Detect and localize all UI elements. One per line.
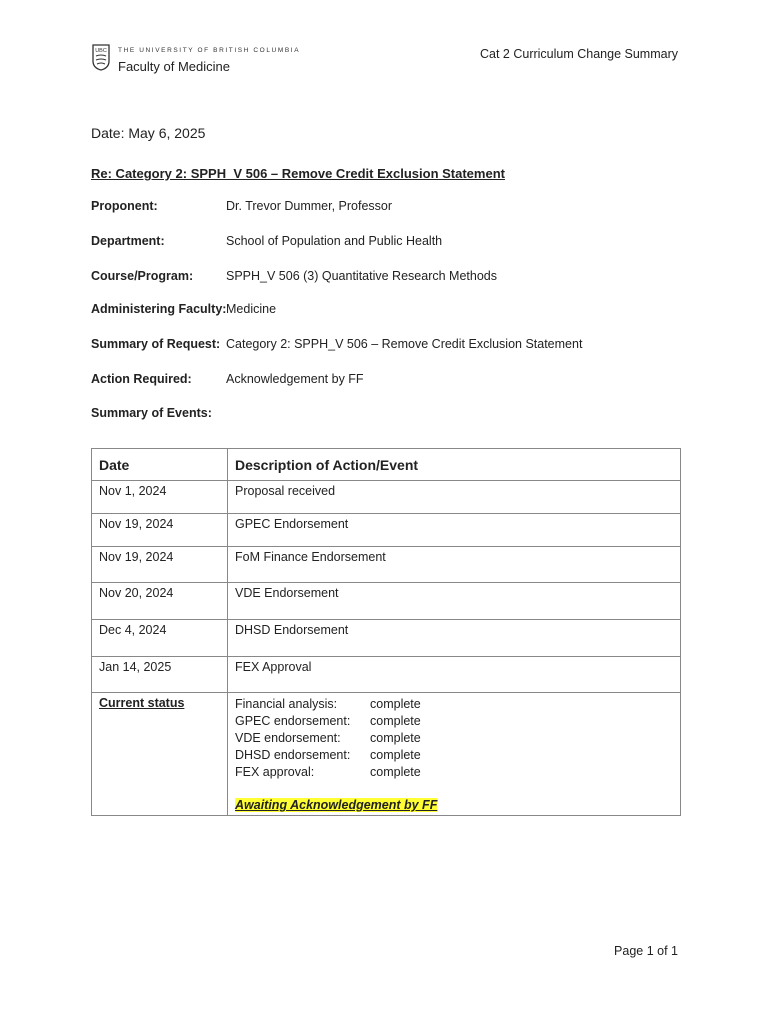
proponent-label: Proponent: [91, 199, 158, 213]
ubc-logo [92, 44, 300, 74]
table-row [92, 657, 681, 693]
action-label: Action Required: [91, 372, 192, 386]
document-title: Cat 2 Curriculum Change Summary [480, 47, 678, 61]
status-cell [228, 693, 681, 816]
row-event: VDE Endorsement [228, 583, 681, 620]
status-item: VDE endorsement: complete [235, 731, 421, 745]
row-date: Nov 1, 2024 [92, 481, 228, 514]
row-event: FEX Approval [228, 657, 681, 693]
description-header: Description of Action/Event [228, 449, 681, 481]
row-date: Dec 4, 2024 [92, 620, 228, 657]
proponent-value: Dr. Trevor Dummer, Professor [226, 199, 393, 213]
date-header: Date [92, 449, 228, 481]
summary-value: Category 2: SPPH_V 506 – Remove Credit Exclusion Statement [226, 337, 583, 351]
row-date: Nov 20, 2024 [92, 583, 228, 620]
status-row [92, 693, 681, 816]
status-item: DHSD endorsement: complete [235, 748, 421, 762]
events-label: Summary of Events: [91, 406, 212, 420]
faculty-value: Medicine [226, 302, 277, 316]
table-row [92, 514, 681, 547]
row-event: GPEC Endorsement [228, 514, 681, 547]
action-value: Acknowledgement by FF [226, 372, 364, 386]
university-name: THE UNIVERSITY OF BRITISH COLUMBIA [118, 47, 301, 54]
memo-subject: Re: Category 2: SPPH_V 506 – Remove Credit Exclusion Statement [91, 166, 505, 181]
course-label: Course/Program: [91, 269, 194, 283]
table-row [92, 547, 681, 583]
events-table [91, 448, 681, 816]
memo-date: Date: May 6, 2025 [91, 125, 206, 141]
faculty-name: Faculty of Medicine [118, 59, 230, 74]
row-date: Nov 19, 2024 [92, 547, 228, 583]
faculty-label: Administering Faculty: [91, 302, 227, 316]
table-header-row [92, 449, 681, 481]
current-status-label: Current status [99, 696, 185, 710]
row-event: Proposal received [228, 481, 681, 514]
course-value: SPPH_V 506 (3) Quantitative Research Methods [226, 269, 497, 283]
status-item: GPEC endorsement: complete [235, 714, 421, 728]
row-date: Nov 19, 2024 [92, 514, 228, 547]
summary-label: Summary of Request: [91, 337, 221, 351]
department-label: Department: [91, 234, 165, 248]
row-event: DHSD Endorsement [228, 620, 681, 657]
ubc-crest-icon [92, 44, 110, 71]
department-value: School of Population and Public Health [226, 234, 443, 248]
status-item: Financial analysis: complete [235, 697, 421, 711]
row-event: FoM Finance Endorsement [228, 547, 681, 583]
page-number: Page 1 of 1 [614, 944, 678, 958]
table-row [92, 583, 681, 620]
row-date: Jan 14, 2025 [92, 657, 228, 693]
table-row [92, 481, 681, 514]
status-item: FEX approval: complete [235, 765, 421, 779]
svg-text:UBC: UBC [95, 48, 107, 54]
awaiting-acknowledgement: Awaiting Acknowledgement by FF [235, 798, 438, 812]
table-row [92, 620, 681, 657]
